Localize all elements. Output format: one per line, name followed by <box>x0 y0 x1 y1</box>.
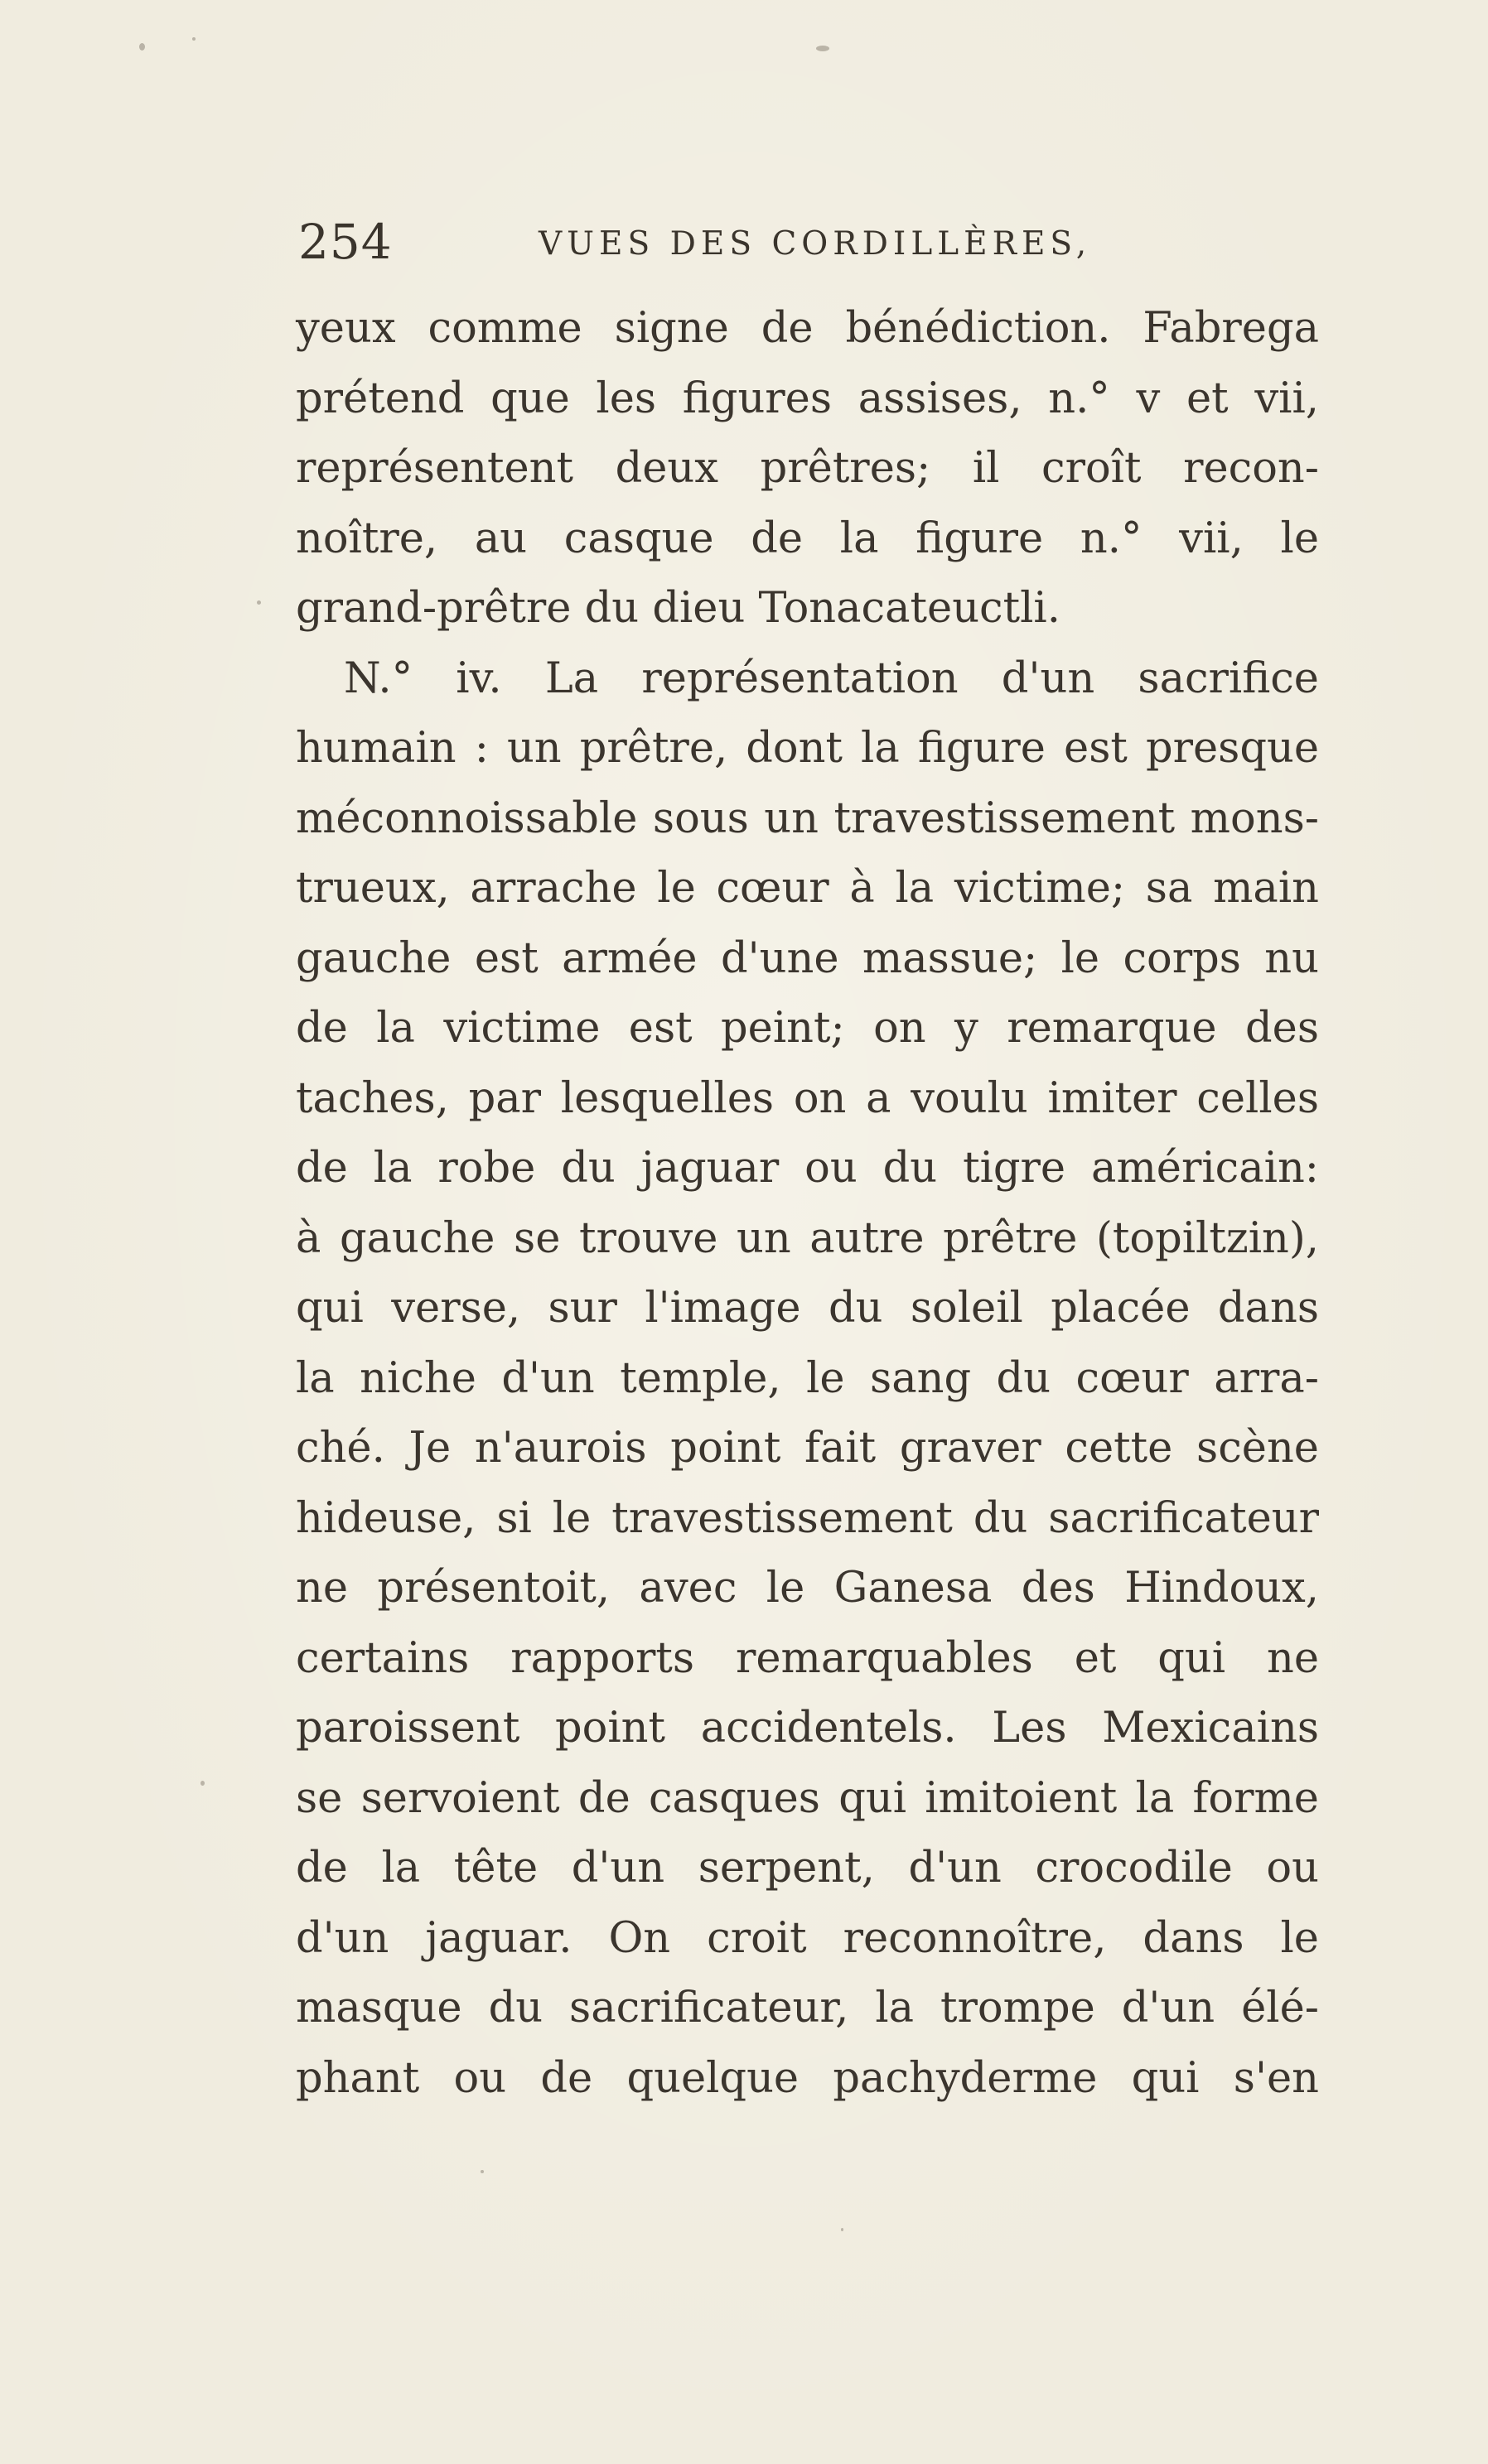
paper-speck <box>816 46 829 51</box>
text-line: trueux, arrache le cœur à la victime; sa main <box>296 864 1319 913</box>
paper-speck <box>481 2170 484 2173</box>
paper-speck <box>139 43 145 51</box>
text-line: d'un jaguar. On croit reconnoître, dans le <box>296 1913 1319 1963</box>
text-line: la niche d'un temple, le sang du cœur arra- <box>296 1353 1319 1403</box>
text-line: phant ou de quelque pachyderme qui s'en <box>296 2053 1319 2103</box>
running-head: VUES DES CORDILLÈRES, <box>539 225 1092 263</box>
text-line: gauche est armée d'une massue; le corps nu <box>296 933 1319 983</box>
text-line: à gauche se trouve un autre prêtre (topiltzin), <box>296 1213 1319 1263</box>
text-line: yeux comme signe de bénédiction. Fabrega <box>296 304 1319 353</box>
text-line: taches, par lesquelles on a voulu imiter celles <box>296 1073 1319 1123</box>
text-line: certains rapports remarquables et qui ne <box>296 1633 1319 1683</box>
body-text <box>296 294 1319 2114</box>
paper-speck <box>257 600 261 605</box>
text-line: qui verse, sur l'image du soleil placée dans <box>296 1284 1319 1333</box>
paper-speck <box>192 37 196 41</box>
text-line: de la victime est peint; on y remarque des <box>296 1004 1319 1053</box>
text-line: ché. Je n'aurois point fait graver cette scène <box>296 1424 1319 1473</box>
paper-speck <box>841 2228 843 2231</box>
text-line: noître, au casque de la figure n.° vii, le <box>296 514 1319 563</box>
text-line: de la tête d'un serpent, d'un crocodile ou <box>296 1844 1319 1893</box>
text-line: paroissent point accidentels. Les Mexicains <box>296 1704 1319 1753</box>
text-line: se servoient de casques qui imitoient la forme <box>296 1773 1319 1823</box>
text-line: représentent deux prêtres; il croît recon- <box>296 444 1319 493</box>
text-line: ne présentoit, avec le Ganesa des Hindoux, <box>296 1564 1319 1613</box>
page-header <box>298 214 1392 280</box>
paper-speck <box>200 1781 205 1786</box>
text-line: méconnoissable sous un travestissement mons- <box>296 793 1319 843</box>
page-number: 254 <box>298 214 393 270</box>
text-line: masque du sacrificateur, la trompe d'un élé- <box>296 1984 1319 2032</box>
text-line: N.° iv. La représentation d'un sacrifice <box>344 653 1319 703</box>
text-line: hideuse, si le travestissement du sacrificateur <box>296 1493 1319 1543</box>
text-line: grand-prêtre du dieu Tonacateuctli. <box>296 584 1060 633</box>
text-line: de la robe du jaguar ou du tigre américain: <box>296 1144 1319 1193</box>
text-line: humain : un prêtre, dont la figure est presque <box>296 724 1319 773</box>
text-line: prétend que les figures assises, n.° v et vii, <box>296 374 1319 423</box>
